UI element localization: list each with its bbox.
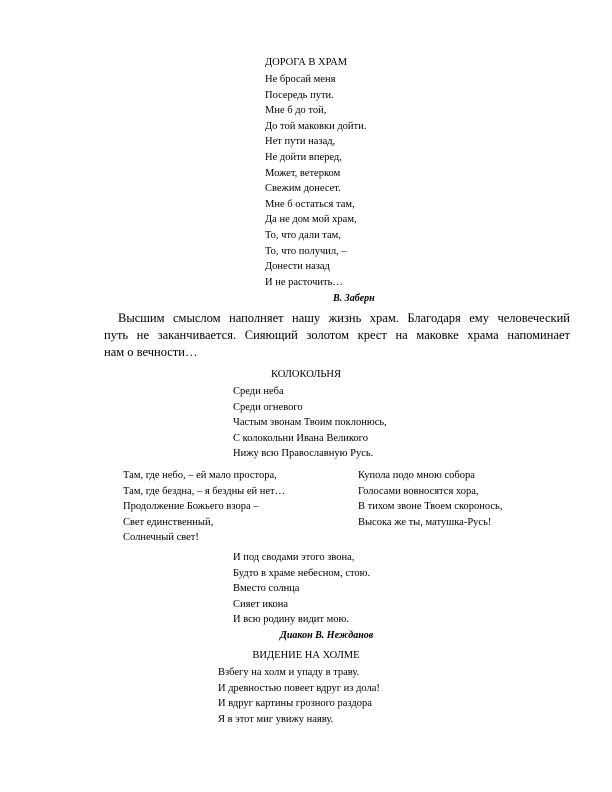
verse-line: Солнечный свет! [123,532,199,544]
verse-line: Нет пути назад, [265,136,336,148]
paragraph-line: нам о вечности… [104,345,198,359]
poem1-verse [265,72,366,290]
verse-line: Нижу всю Православную Русь. [233,448,374,460]
verse-line: Продолжение Божьего взора – [123,501,259,513]
poem2-left-column [123,468,285,546]
poem1-author: В. Заберн [333,293,375,304]
verse-line: Свежим донесет. [265,183,341,195]
verse-line: Среди неба [233,386,284,397]
poem2-stanza1 [233,384,387,462]
verse-line: Посередь пути. [265,89,334,101]
verse-line: Сияет икона [233,598,289,610]
verse-line: Там, где небо, – ей мало простора, [123,470,277,481]
verse-line: В тихом звоне Твоем скоронось, [358,501,503,513]
verse-line: И не расточить… [265,276,343,288]
paragraph-line: путь не заканчивается. Сияющий золотом крест на маковке храма напоминает [104,328,570,342]
verse-line: И древностью повеет вдруг из дола! [218,682,380,694]
poem3-verse [218,665,380,727]
verse-line: Свет единственный, [123,516,214,528]
verse-line: И всю родину видит мою. [233,614,350,626]
verse-line: Там, где бездна, – я бездны ей нет… [123,485,286,497]
verse-line: Мне б до той, [265,105,327,117]
poem2-title: КОЛОКОЛЬНЯ [270,369,342,380]
verse-line: Я в этот миг увижу наяву. [218,713,334,725]
verse-line: Не бросай меня [265,74,336,85]
verse-line: С колокольни Ивана Великого [233,432,368,444]
verse-line: Голосами вовносятся хора, [358,485,479,497]
body-paragraph [104,310,570,361]
verse-line: То, что получил, – [265,245,347,257]
verse-line: Купола подо мною собора [358,470,475,481]
poem2-author: Диакон В. Нежданов [280,630,374,641]
verse-line: Среди огневого [233,401,303,413]
verse-line: Может, ветерком [265,167,341,179]
poem3-title: ВИДЕНИЕ НА ХОЛМЕ [252,650,360,661]
verse-line: То, что дали там, [265,229,341,241]
verse-line: Частым звонам Твоим поклонюсь, [233,417,387,429]
paragraph-line: Высшим смыслом наполняет нашу жизнь храм. Благодаря ему человеческий [118,311,570,325]
verse-line: До той маковки дойти. [265,120,367,132]
verse-line: Да не дом мой храм, [265,214,357,226]
verse-line: Вместо солнца [233,583,300,595]
poem2-stanza3 [233,550,370,628]
verse-line: Мне б остаться там, [265,198,355,210]
verse-line: Взбегу на холм и упаду в траву. [218,667,360,678]
verse-line: Будто в храме небесном, стою. [233,567,371,579]
verse-line: Высока же ты, матушка-Русь! [358,516,492,528]
verse-line: И под сводами этого звона, [233,552,355,563]
verse-line: Донести назад [265,261,330,273]
verse-line: И вдруг картины грозного раздора [218,698,372,710]
poem2-right-column [358,468,502,530]
poem1-title: ДОРОГА В ХРАМ [264,57,348,68]
verse-line: Не дойти вперед, [265,151,342,163]
